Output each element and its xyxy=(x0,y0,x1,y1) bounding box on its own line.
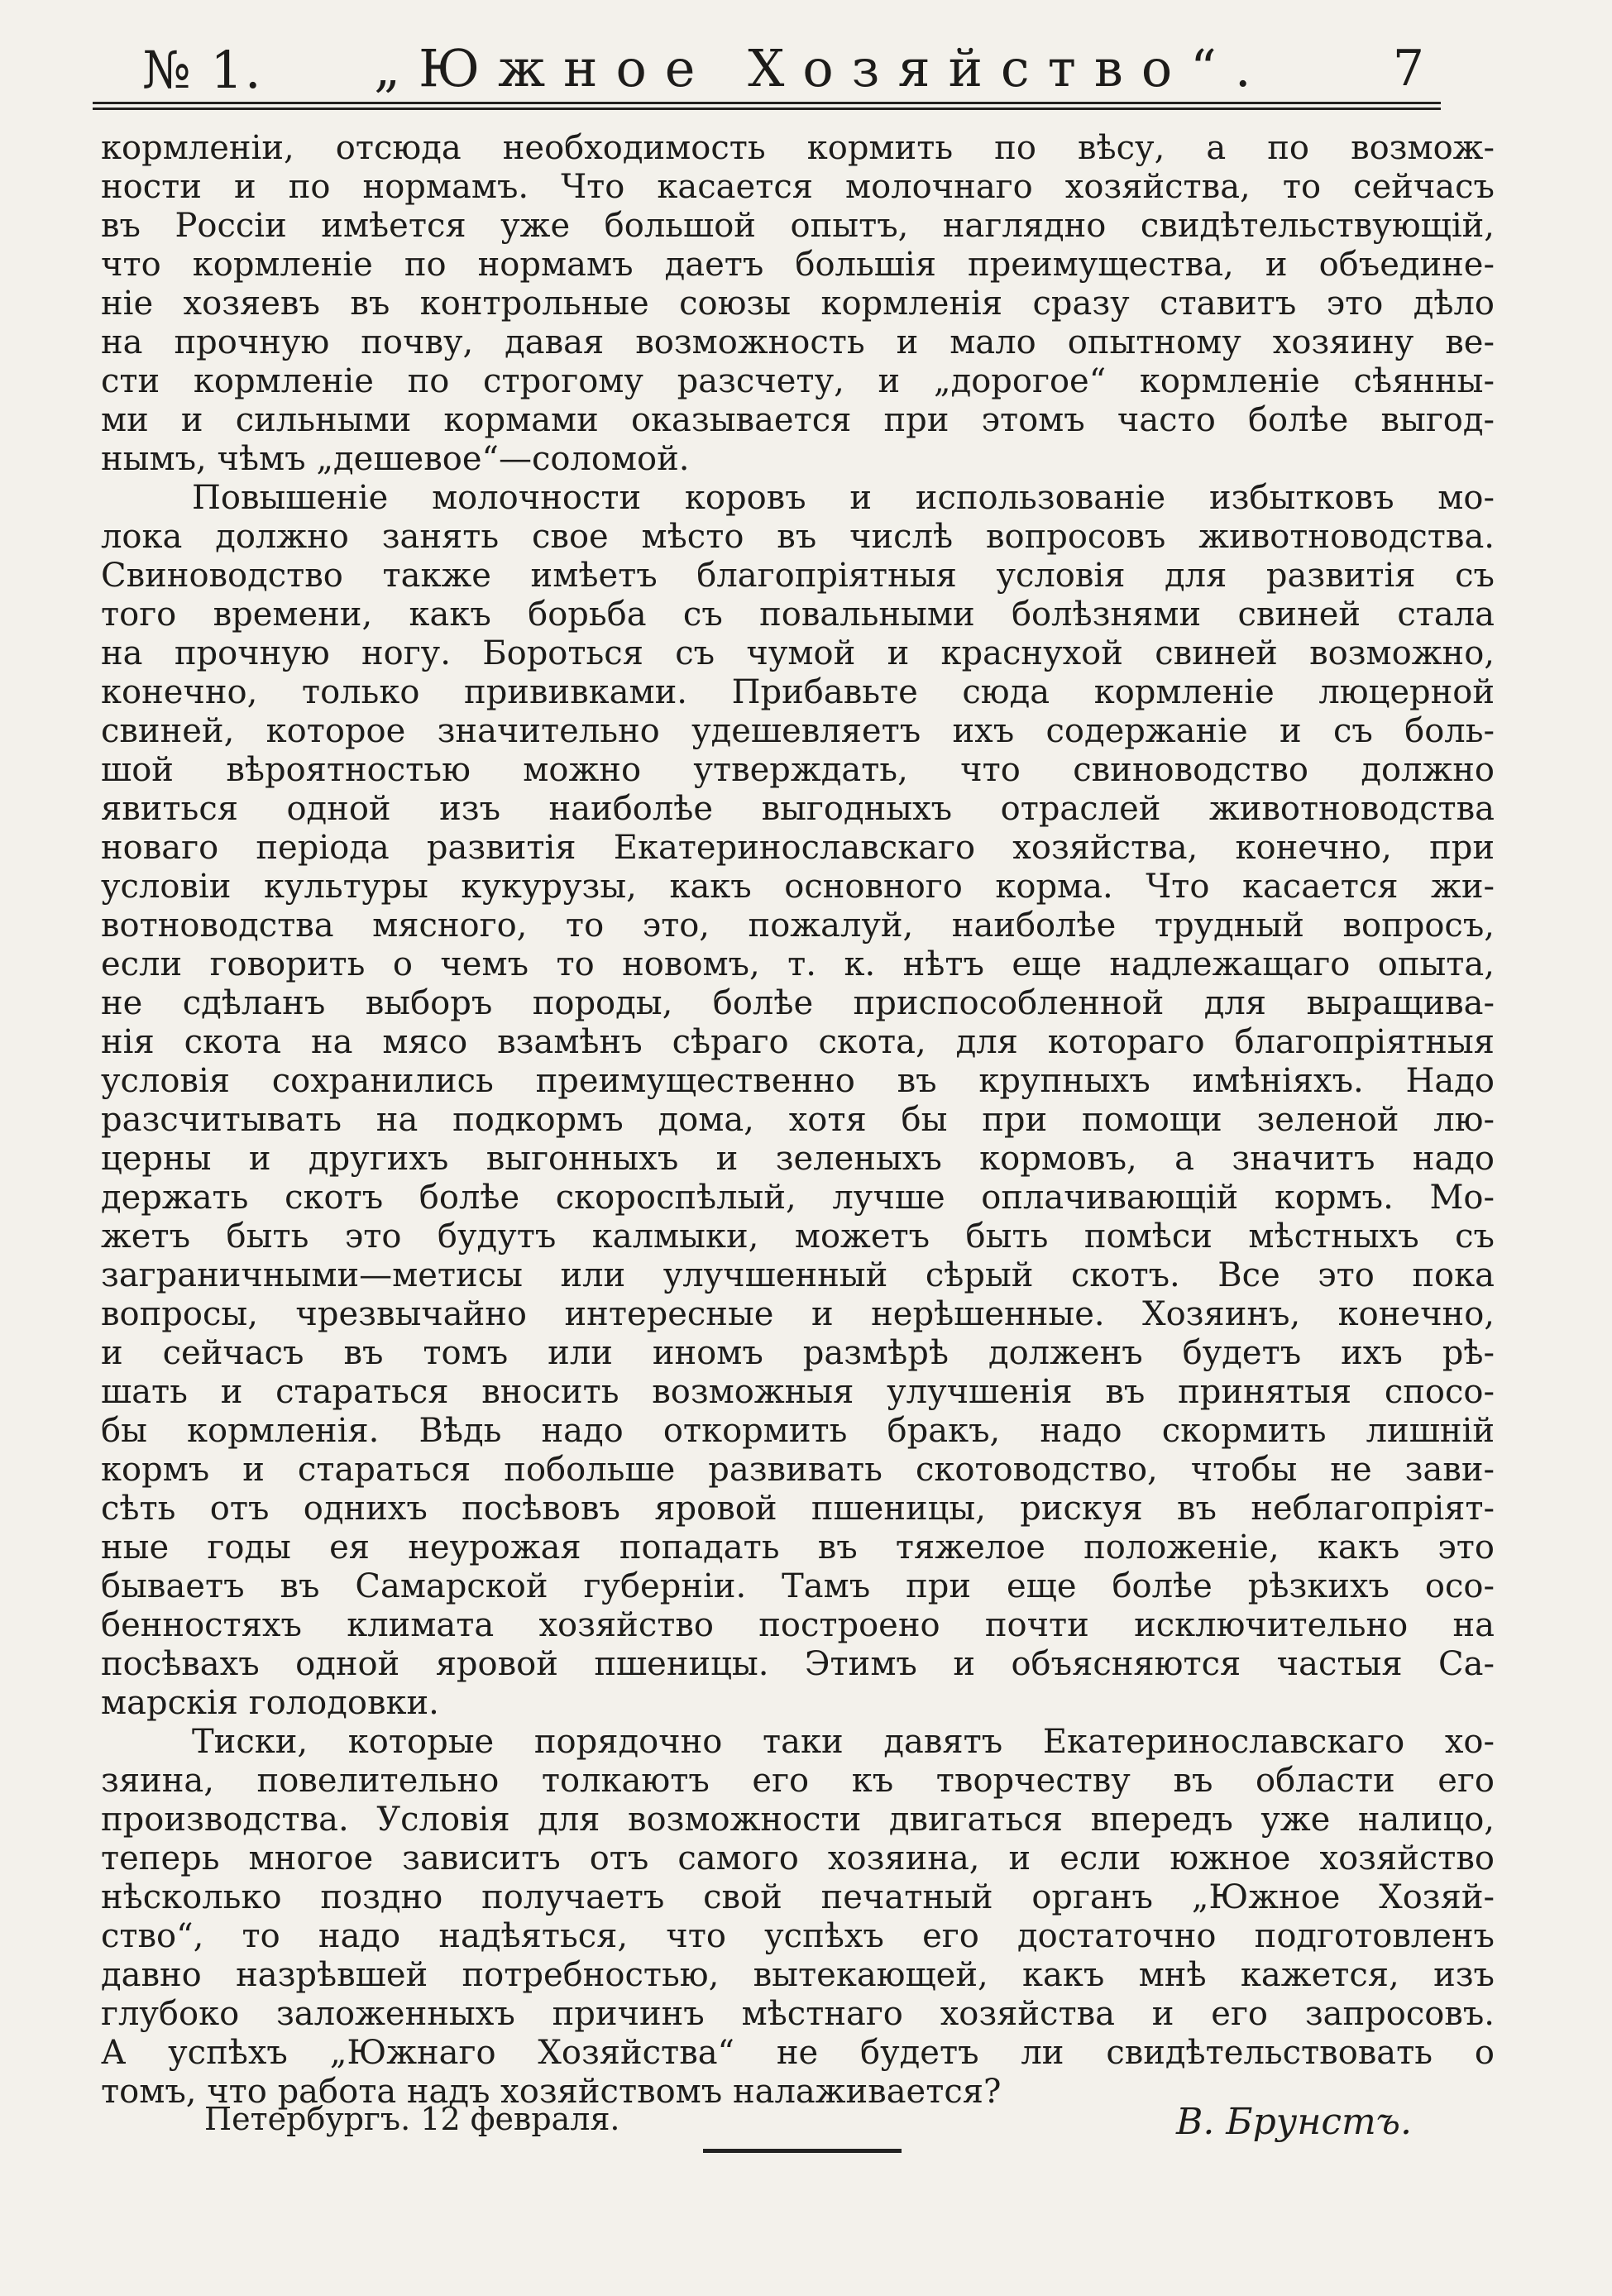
text-line: условіи культуры кукурузы, какъ основного корма. Что касается жи- xyxy=(101,868,1495,906)
text-line: что кормленіе по нормамъ даетъ большія преимущества, и объедине- xyxy=(101,246,1495,284)
page-number: 7 xyxy=(1392,40,1424,98)
text-line: кормленіи, отсюда необходимость кормить по вѣсу, а по возмож- xyxy=(101,129,1495,167)
text-line: посѣвахъ одной яровой пшеницы. Этимъ и объясняются частыя Са- xyxy=(101,1645,1495,1683)
text-line: ми и сильными кормами оказывается при этомъ часто болѣе выгод- xyxy=(101,401,1495,439)
text-line: того времени, какъ борьба съ повальными болѣзнями свиней стала xyxy=(101,596,1495,634)
text-line: производства. Условія для возможности двигаться впередъ уже налицо, xyxy=(101,1801,1495,1839)
text-line: конечно, только прививками. Прибавьте сюда кормленіе люцерной xyxy=(101,673,1495,711)
text-line: шать и стараться вносить возможныя улучшенія въ принятыя спосо- xyxy=(101,1373,1495,1411)
text-line: держать скотъ болѣе скороспѣлый, лучше оплачивающій кормъ. Мо- xyxy=(101,1179,1495,1217)
text-line: бы кормленія. Вѣдь надо откормить бракъ, надо скормить лишній xyxy=(101,1412,1495,1450)
text-line: Свиноводство также имѣетъ благопріятныя условія для развитія съ xyxy=(101,557,1495,595)
text-line: марскія голодовки. xyxy=(101,1684,439,1722)
issue-number: № 1. xyxy=(142,40,263,100)
text-line: явиться одной изъ наиболѣе выгодныхъ отраслей животноводства xyxy=(101,790,1495,828)
text-line: нымъ, чѣмъ „дешевое“—соломой. xyxy=(101,440,690,478)
text-line: сти кормленіе по строгому разсчету, и „дорогое“ кормленіе сѣянны- xyxy=(101,362,1495,400)
author-signature: В. Брунстъ. xyxy=(1176,2101,1412,2143)
text-line: разсчитывать на подкормъ дома, хотя бы при помощи зеленой лю- xyxy=(101,1101,1495,1139)
header-rule xyxy=(93,102,1441,104)
text-line: вотноводства мясного, то это, пожалуй, наиболѣе трудный вопросъ, xyxy=(101,906,1495,945)
text-line: ные годы ея неурожая попадать въ тяжелое положеніе, какъ это xyxy=(101,1528,1495,1567)
text-line: не сдѣланъ выборъ породы, болѣе приспособленной для выращива- xyxy=(101,984,1495,1022)
text-line: зяина, повелительно толкаютъ его къ творчеству въ области его xyxy=(101,1762,1495,1800)
text-line: условія сохранились преимущественно въ крупныхъ имѣніяхъ. Надо xyxy=(101,1062,1495,1100)
text-line: глубоко заложенныхъ причинъ мѣстнаго хозяйства и его запросовъ. xyxy=(101,1995,1495,2033)
text-line: шой вѣроятностью можно утверждать, что свиноводство должно xyxy=(101,751,1495,789)
text-line: жетъ быть это будутъ калмыки, можетъ быть помѣси мѣстныхъ съ xyxy=(101,1217,1495,1256)
text-line: нѣсколько поздно получаетъ свой печатный органъ „Южное Хозяй- xyxy=(101,1878,1495,1916)
text-line: вопросы, чрезвычайно интересные и нерѣшенные. Хозяинъ, конечно, xyxy=(101,1295,1495,1333)
text-line: лока должно занять свое мѣсто въ числѣ вопросовъ животноводства. xyxy=(101,518,1495,556)
text-line: давно назрѣвшей потребностью, вытекающей, какъ мнѣ кажется, изъ xyxy=(101,1956,1495,1994)
text-line: сѣть отъ однихъ посѣвовъ яровой пшеницы, рискуя въ неблагопріят- xyxy=(101,1490,1495,1528)
article-footer xyxy=(101,2101,1495,2150)
paragraph xyxy=(101,129,1495,479)
text-line: новаго періода развитія Екатеринославскаго хозяйства, конечно, при xyxy=(101,829,1495,867)
journal-title: „Южное Хозяйство“. xyxy=(374,38,1270,98)
paragraph xyxy=(101,1723,1495,2112)
text-line: кормъ и стараться побольше развивать скотоводство, чтобы не зави- xyxy=(101,1451,1495,1489)
text-line: свиней, которое значительно удешевляетъ ихъ содержаніе и съ боль- xyxy=(101,712,1495,750)
running-header xyxy=(93,33,1441,109)
text-line: на прочную почву, давая возможность и мало опытному хозяину ве- xyxy=(101,323,1495,361)
text-line: церны и другихъ выгонныхъ и зеленыхъ кормовъ, а значитъ надо xyxy=(101,1140,1495,1178)
text-line: ніе хозяевъ въ контрольные союзы кормленія сразу ставитъ это дѣло xyxy=(101,285,1495,323)
text-line: ство“, то надо надѣяться, что успѣхъ его достаточно подготовленъ xyxy=(101,1917,1495,1955)
text-line: бываетъ въ Самарской губерніи. Тамъ при еще болѣе рѣзкихъ осо- xyxy=(101,1567,1495,1605)
text-line: заграничными—метисы или улучшенный сѣрый скотъ. Все это пока xyxy=(101,1256,1495,1294)
header-rule xyxy=(93,108,1441,110)
end-rule xyxy=(703,2149,902,2153)
text-line: если говорить о чемъ то новомъ, т. к. нѣтъ еще надлежащаго опыта, xyxy=(101,945,1495,983)
paragraph xyxy=(101,479,1495,1723)
text-line: Тиски, которые порядочно таки давятъ Екатеринославскаго хо- xyxy=(192,1723,1495,1761)
text-line: нія скота на мясо взамѣнъ сѣраго скота, для котораго благопріятныя xyxy=(101,1023,1495,1061)
text-line: бенностяхъ климата хозяйство построено почти исключительно на xyxy=(101,1606,1495,1644)
article-body xyxy=(101,129,1495,2112)
text-line: ности и по нормамъ. Что касается молочнаго хозяйства, то сейчасъ xyxy=(101,168,1495,206)
text-line: А успѣхъ „Южнаго Хозяйства“ не будетъ ли свидѣтельствовать о xyxy=(101,2034,1495,2072)
text-line: Повышеніе молочности коровъ и использованіе избытковъ мо- xyxy=(192,479,1495,517)
text-line: въ Россіи имѣется уже большой опытъ, наглядно свидѣтельствующій, xyxy=(101,207,1495,245)
place-date: Петербургъ. 12 февраля. xyxy=(204,2101,620,2137)
text-line: теперь многое зависитъ отъ самого хозяина, и если южное хозяйство xyxy=(101,1839,1495,1877)
text-line: томъ, что работа надъ хозяйствомъ налаживается? xyxy=(101,2073,1002,2111)
text-line: на прочную ногу. Бороться съ чумой и краснухой свиней возможно, xyxy=(101,634,1495,672)
text-line: и сейчасъ въ томъ или иномъ размѣрѣ долженъ будетъ ихъ рѣ- xyxy=(101,1334,1495,1372)
